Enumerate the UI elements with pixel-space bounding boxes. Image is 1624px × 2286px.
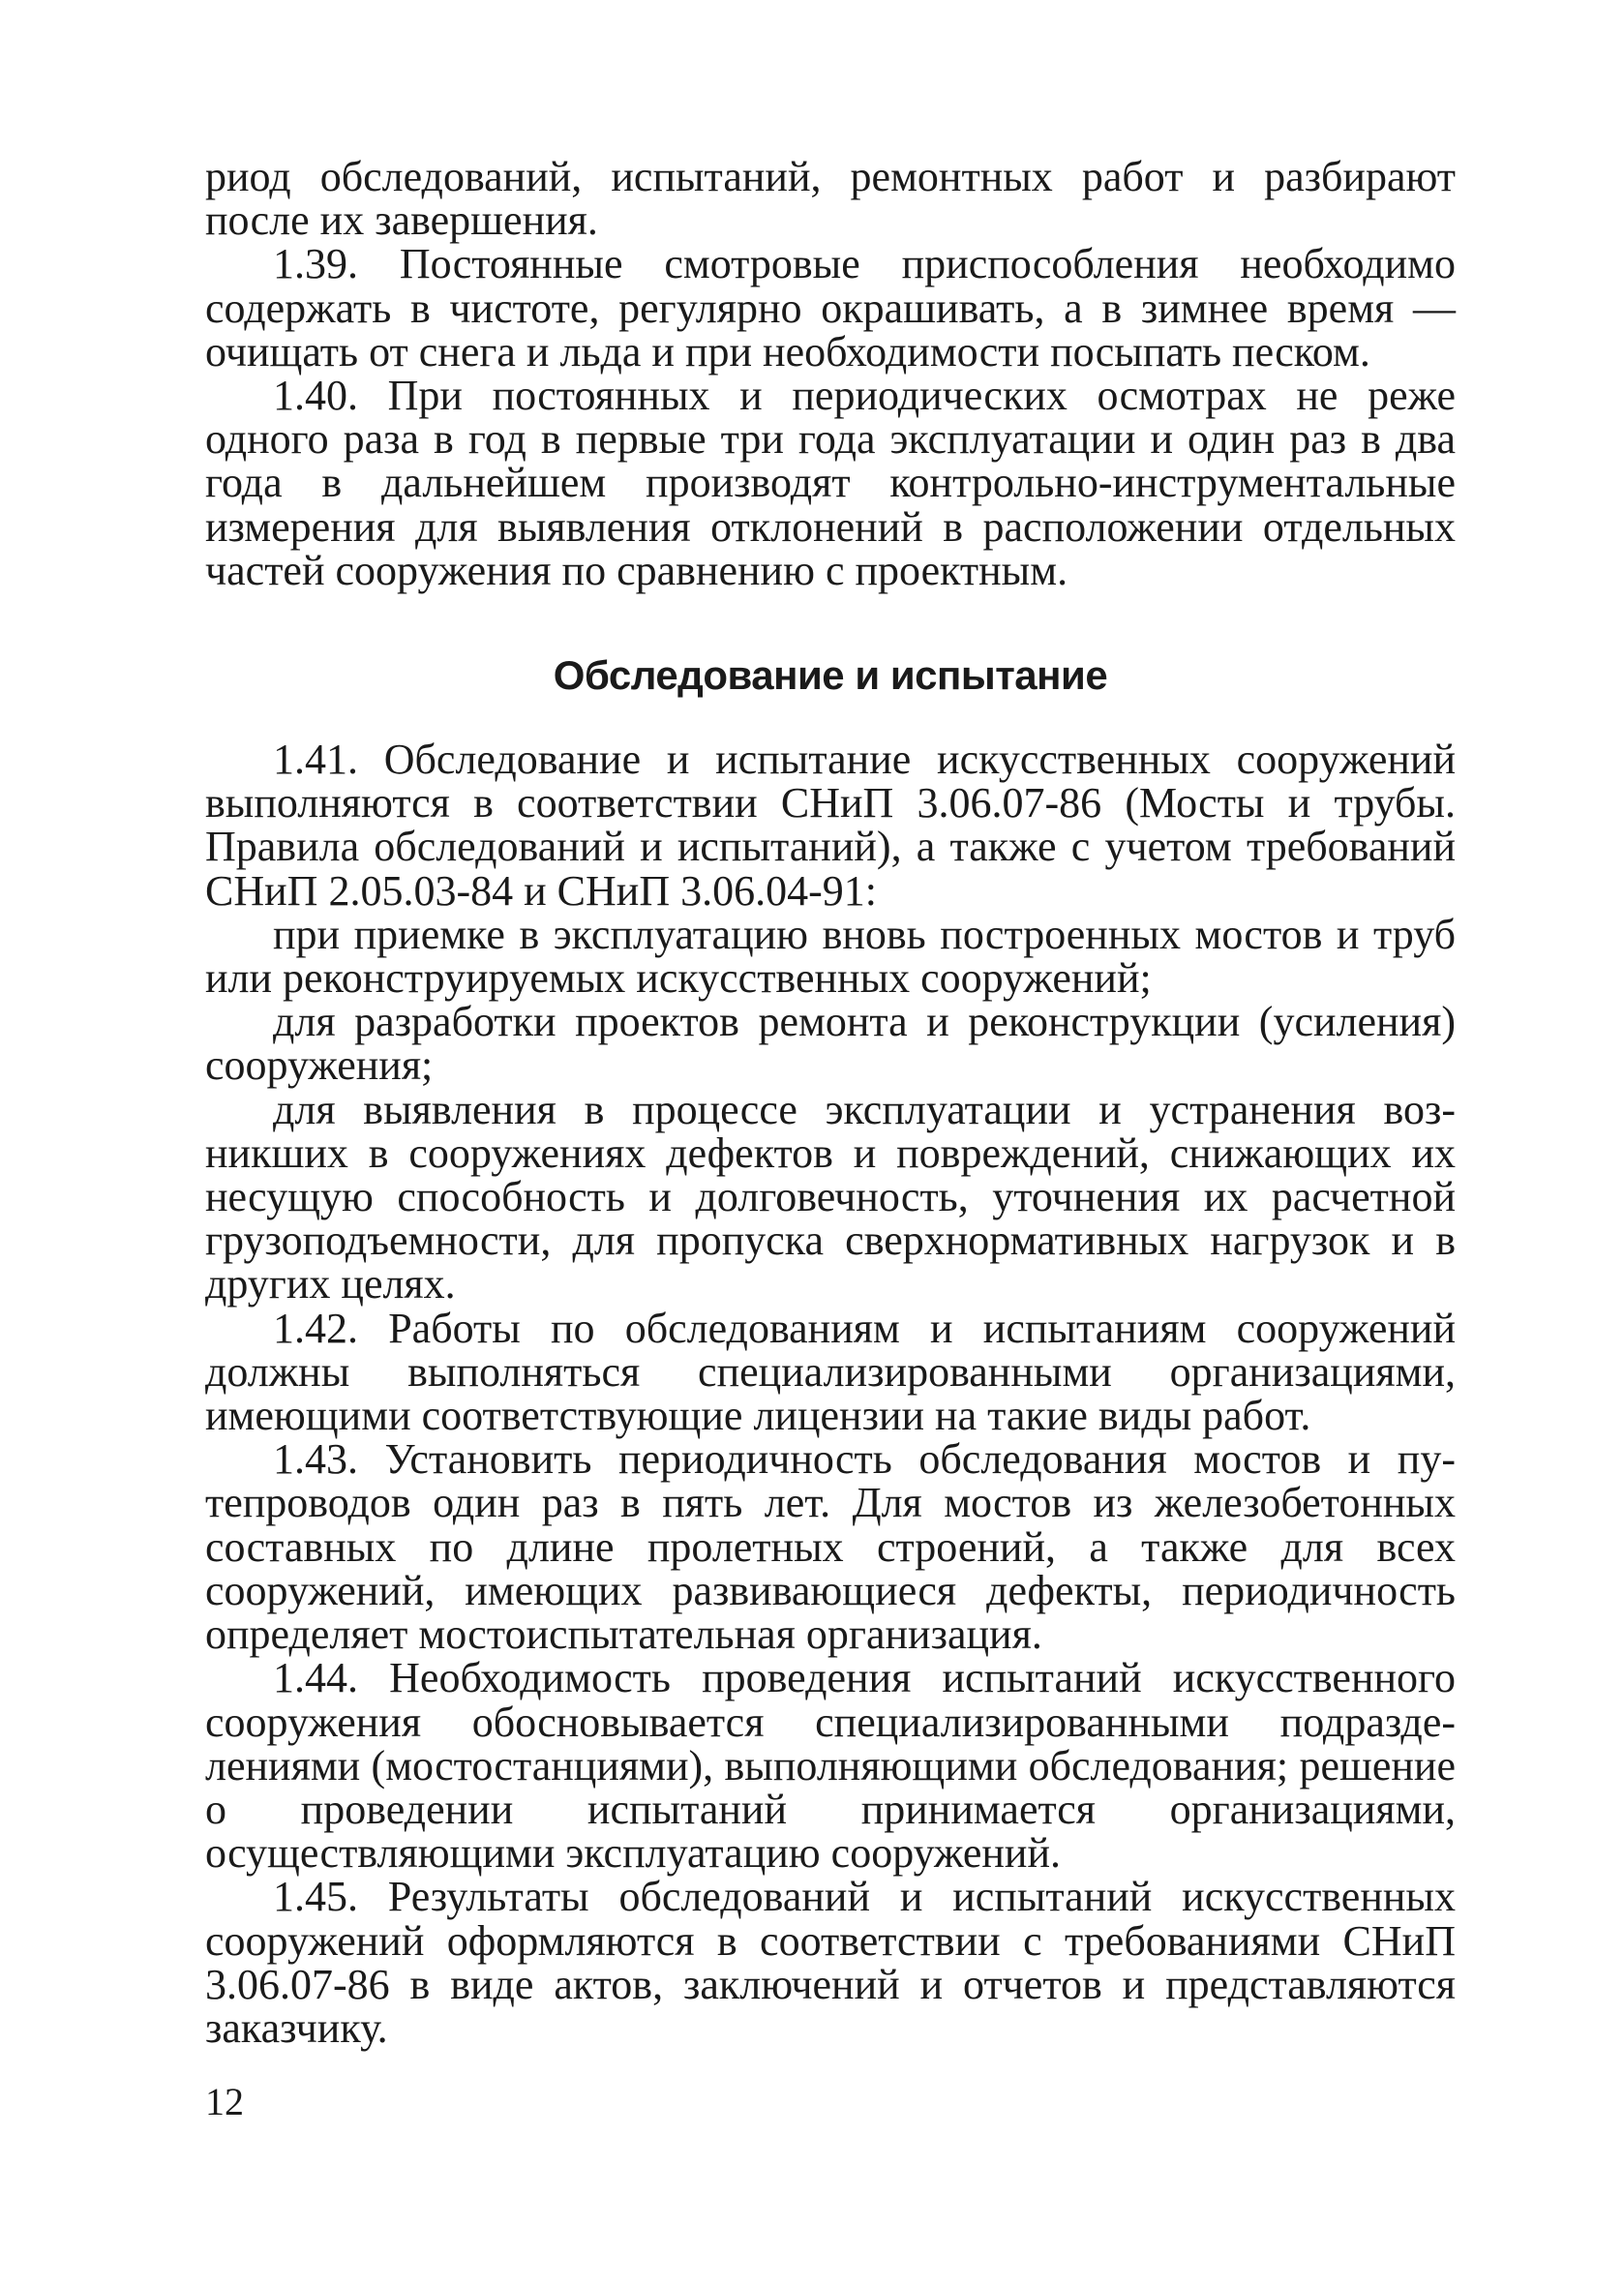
section-heading: Обследование и испытание <box>553 652 1108 699</box>
paragraph-1-41-item-acceptance: при приемке в эксплуатацию вновь построенных мостов и труб или реконструируемых искусственных сооружений; <box>205 910 1456 1003</box>
paragraph-1-44: 1.44. Необходимость проведения испытаний искусственного сооружения обосновывается специализированными подразделениями (мостостанциями), выполняющими обследования; решение о проведении испытаний принимается организациями, осуществляющими эксплуатацию сооружений. <box>205 1654 1456 1878</box>
paragraph-continuation: риод обследований, испытаний, ремонтных работ и разбирают после их завершения. <box>205 153 1456 245</box>
page-number: 12 <box>205 2080 244 2123</box>
paragraph-1-39: 1.39. Постоянные смотровые приспособления необходимо содержать в чистоте, регулярно окрашивать, а в зимнее время — очищать от снега и льда и при необходимости посыпать песком. <box>205 240 1456 376</box>
paragraph-1-40: 1.40. При постоянных и периодических осмотрах не реже одного раза в год в первые три года эксплуатации и один раз в два года в дальнейшем производят контрольно-инструментальные измерения для выявления отклонений в расположении отдельных частей сооружения по сравнению с проектным. <box>205 372 1456 594</box>
paragraph-1-43: 1.43. Установить периодичность обследования мостов и путепроводов один раз в пять лет. Для мостов из железобетонных составных по длине пролетных строений, а также для всех сооружений, имеющих развивающиеся дефекты, периодичность определяет мостоиспытательная организация. <box>205 1435 1456 1659</box>
paragraph-1-41-item-design: для разработки проектов ремонта и реконструкции (усиления) сооружения; <box>205 998 1456 1090</box>
paragraph-1-42: 1.42. Работы по обследованиям и испытаниям сооружений должны выполняться специализированными организациями, имеющими соответствующие лицензии на такие виды работ. <box>205 1304 1456 1440</box>
paragraph-1-45: 1.45. Результаты обследований и испытаний искусственных сооружений оформляются в соответствии с требованиями СНиП 3.06.07-86 в виде актов, заключений и отчетов и представляются заказчику. <box>205 1873 1456 2052</box>
paragraph-1-41: 1.41. Обследование и испытание искусственных сооружений выполняются в соответствии СНиП 3.06.07-86 (Мосты и трубы. Правила обследований и испытаний), а также с учетом требований СНиП 2.05.03-84 и СНиП 3.06.04-91: <box>205 736 1456 915</box>
page-body <box>205 155 1456 2050</box>
paragraph-1-41-item-defects: для выявления в процессе эксплуатации и устранения возникших в сооружениях дефектов и повреждений, снижающих их несущую способность и долговечность, уточнения их расчетной грузоподъемности, для пропуска сверхнормативных нагрузок и в других целях. <box>205 1085 1456 1308</box>
